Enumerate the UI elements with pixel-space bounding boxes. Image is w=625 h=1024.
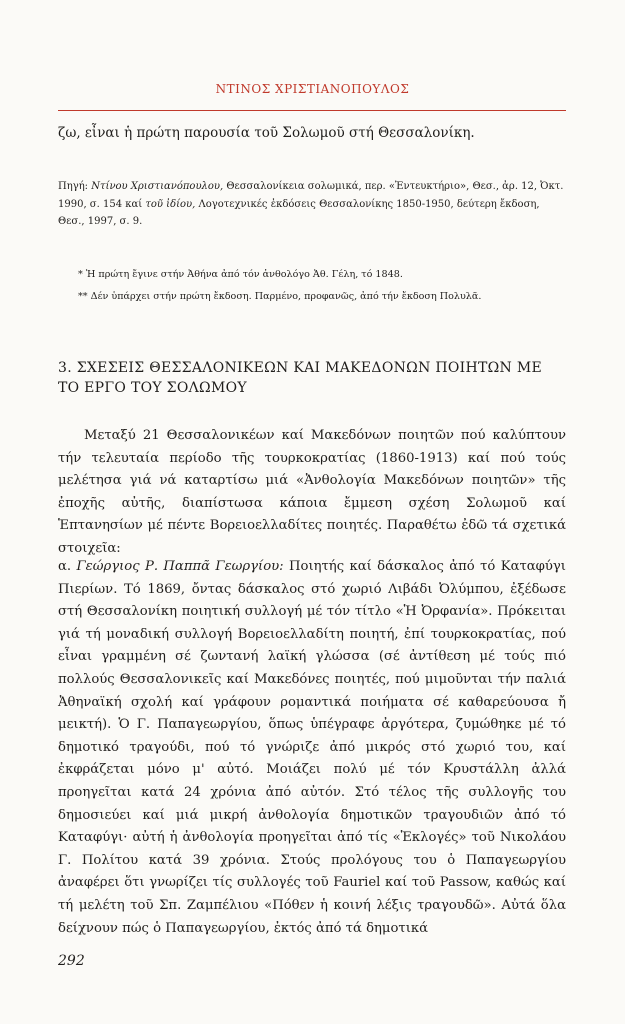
- footnote-2: ** Δέν ὑπάρχει στήν πρώτη ἔκδοση. Παρμένο, προφανῶς, ἀπό τήν ἔκδοση Πολυλᾶ.: [78, 291, 482, 302]
- paragraph-alpha: [58, 556, 566, 940]
- source-text-2: Λογοτεχνικές ἐκδόσεις Θεσσαλονίκης 1850-1950, δεύτερη ἔκδοση, Θεσ., 1997, σ. 9.: [58, 198, 540, 227]
- header-rule: [58, 110, 566, 111]
- footnote-1: * Ἡ πρώτη ἔγινε στήν Ἀθήνα ἀπό τόν ἀνθολόγο Ἀθ. Γέλη, τό 1848.: [78, 269, 403, 280]
- paragraph-intro: Μεταξύ 21 Θεσσαλονικέων καί Μακεδόνων ποιητῶν πού καλύπτουν τήν τελευταία περίοδο τῆς τουρκοκρατίας (1860-1913) καί πού τούς μελέτησα γιά νά καταρτίσω μιά «Ἀνθολογία Μακεδόνων ποιητῶν» τῆς ἐποχῆς αὐτῆς, διαπίστωσα κάποια ἔμμεση σχέση Σολωμοῦ καί Ἑπτανησίων μέ πέντε Βορειοελλαδίτες ποιητές. Παραθέτω ἐδῶ τά σχετικά στοιχεῖα:: [58, 428, 566, 556]
- continuation-line: ζω, εἶναι ἡ πρώτη παρουσία τοῦ Σολωμοῦ στή Θεσσαλονίκη.: [58, 125, 475, 141]
- source-author: Ντίνου Χριστιανόπουλου,: [91, 181, 224, 192]
- page-number: 292: [58, 953, 85, 969]
- running-head: ΝΤΙΝΟΣ ΧΡΙΣΤΙΑΝΟΠΟΥΛΟΣ: [215, 82, 410, 96]
- source-prefix: Πηγή:: [58, 181, 92, 192]
- section-heading: 3. ΣΧΕΣΕΙΣ ΘΕΣΣΑΛΟΝΙΚΕΩΝ ΚΑΙ ΜΑΚΕΔΟΝΩΝ ΠΟΙΗΤΩΝ ΜΕ ΤΟ ΕΡΓΟ ΤΟΥ ΣΟΛΩΜΟΥ: [58, 360, 542, 396]
- source-citation: [58, 178, 566, 231]
- source-tou-idiou: τοῦ ἰδίου,: [145, 198, 196, 210]
- poet-name: Γεώργιος Ρ. Παππᾶ Γεωργίου:: [76, 559, 284, 574]
- source-text-1: Θεσσαλονίκεια σολωμικά, περ. «Ἐντευκτήριο», Θεσ., ἀρ. 12, Ὀκτ. 1990, σ. 154 καί: [58, 181, 564, 210]
- list-label: α.: [58, 559, 77, 574]
- paragraph-alpha-text: Ποιητής καί δάσκαλος ἀπό τό Καταφύγι Πιερίων. Τό 1869, ὄντας δάσκαλος στό χωριό Λιβάδι Ὀλύμπου, ἐξέδωσε στή Θεσσαλονίκη ποιητική συλλογή μέ τόν τίτλο «Ἡ Ὀρφανία». Πρόκειται γιά τή μοναδική συλλογή Βορειοελλαδίτη ποιητή, ἐπί τουρκοκρατίας, πού εἶναι γραμμένη σέ ζωντανή λαϊκή γλώσσα (σέ ἀντίθεση μέ τούς πιό πολλούς Θεσσαλονικεῖς καί Μακεδόνες ποιητές, πού μιμοῦνται τήν παλιά Ἀθηναϊκή σχολή καί γράφουν ρομαντικά ποιήματα σέ καθαρεύουσα ἤ μεικτή). Ὁ Γ. Παπαγεωργίου, ὅπως ὑπέγραφε ἀργότερα, ζυμώθηκε μέ τό δημοτικό τραγούδι, πού τό γνώριζε ἀπό μικρός στό χωριό του, καί ἐκφράζεται μόνο μ' αὐτό. Μοιάζει πολύ μέ τόν Κρυστάλλη ἀλλά προηγεῖται κατά 24 χρόνια ἀπό αὐτόν. Στό τέλος τῆς συλλογῆς του δημοσιεύει καί μιά μικρή ἀνθολογία δημοτικῶν τραγουδιῶν ἀπό τό Καταφύγι· αὐτή ἡ ἀνθολογία προηγεῖται ἀπό τίς «Ἐκλογές» τοῦ Νικολάου Γ. Πολίτου κατά 39 χρόνια. Στούς προλόγους του ὁ Παπαγεωργίου ἀναφέρει ὅτι γνωρίζει τίς συλλογές τοῦ Fauriel καί τοῦ Passow, καθώς καί τή μελέτη τοῦ Σπ. Ζαμπέλιου «Πόθεν ἡ κοινή λέξις τραγουδῶ». Αὐτά ὅλα δείχνουν πώς ὁ Παπαγεωργίου, ἐκτός ἀπό τά δημοτικά: [58, 559, 566, 936]
